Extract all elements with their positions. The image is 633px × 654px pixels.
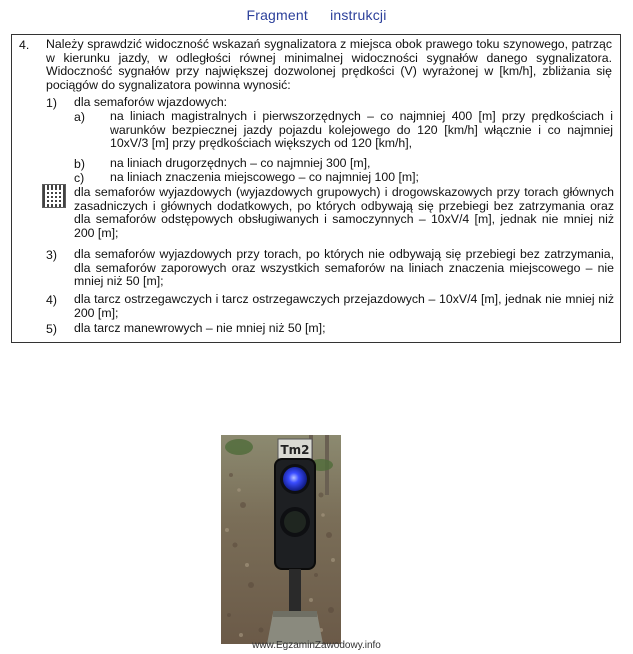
list-marker: 4)	[46, 293, 57, 307]
list-marker: 3)	[46, 248, 57, 262]
signal-plate-label: Tm2	[280, 443, 310, 457]
list-item: dla semaforów wjazdowych:	[74, 95, 228, 109]
list-marker: c)	[74, 171, 85, 185]
list-item: na liniach znaczenia miejscowego – co najmniej 100 [m];	[110, 170, 419, 184]
list-item: na liniach magistralnych i pierwszorzędnych – co najmniej 400 [m] przy prędkościach i warunków bezpiecznej jazdy pojazdu kolejowego do 120 [km/h] włącznie i co najmniej 10xV/3 [m] przy prędkościach większych od 120 [km/h],	[110, 109, 613, 150]
list-marker: a)	[74, 110, 85, 124]
list-marker: b)	[74, 157, 85, 171]
list-marker: 1)	[46, 96, 57, 110]
list-item: dla tarcz manewrowych – nie mniej niż 50 [m];	[74, 321, 326, 335]
list-marker: 5)	[46, 322, 57, 336]
instruction-box	[11, 34, 621, 343]
list-item: dla semaforów wyjazdowych (wyjazdowych grupowych) i drogowskazowych przy torach głównych zasadniczych i głównych dodatkowych, po których odbywają się przebiegi bez zatrzymania oraz dla semaforów odstępowych obsługiwanych i samoczynnych – 10xV/4 [m], jednak nie mniej niż 200 [m];	[74, 185, 614, 240]
list-item: na liniach drugorzędnych – co najmniej 300 [m],	[110, 156, 371, 170]
shunting-signal-photo	[221, 435, 341, 644]
intro-paragraph: Należy sprawdzić widoczność wskazań sygnalizatora z miejsca obok prawego toku szynowego, patrząc w kierunku jazdy, w odległości równej minimalnej widoczności sygnałów danego sygnalizatora. Widoczność sygnałów przy największej dozwolonej prędkości (V) wyrażonej w [km/h], zbliżania się pociągów do sygnalizatora powinna wynosić:	[46, 37, 612, 92]
page-title	[0, 7, 633, 23]
watermark: www.EgzaminZawodowy.info	[252, 640, 381, 651]
section-number: 4.	[19, 38, 30, 52]
list-item: dla semaforów wyjazdowych przy torach, po których nie odbywają się przebiegi bez zatrzymania, dla semaforów zaporowych oraz wszystkich semaforów na liniach znaczenia miejscowego – nie mniej niż 50 [m];	[74, 247, 614, 288]
blue-light-icon	[283, 467, 307, 491]
list-item: dla tarcz ostrzegawczych i tarcz ostrzegawczych przejazdowych – 10xV/4 [m], jednak nie mniej niż 200 [m];	[74, 292, 614, 320]
qr-code-icon	[42, 184, 66, 208]
title-word-2: instrukcji	[330, 7, 387, 23]
title-word-1: Fragment	[246, 7, 308, 23]
